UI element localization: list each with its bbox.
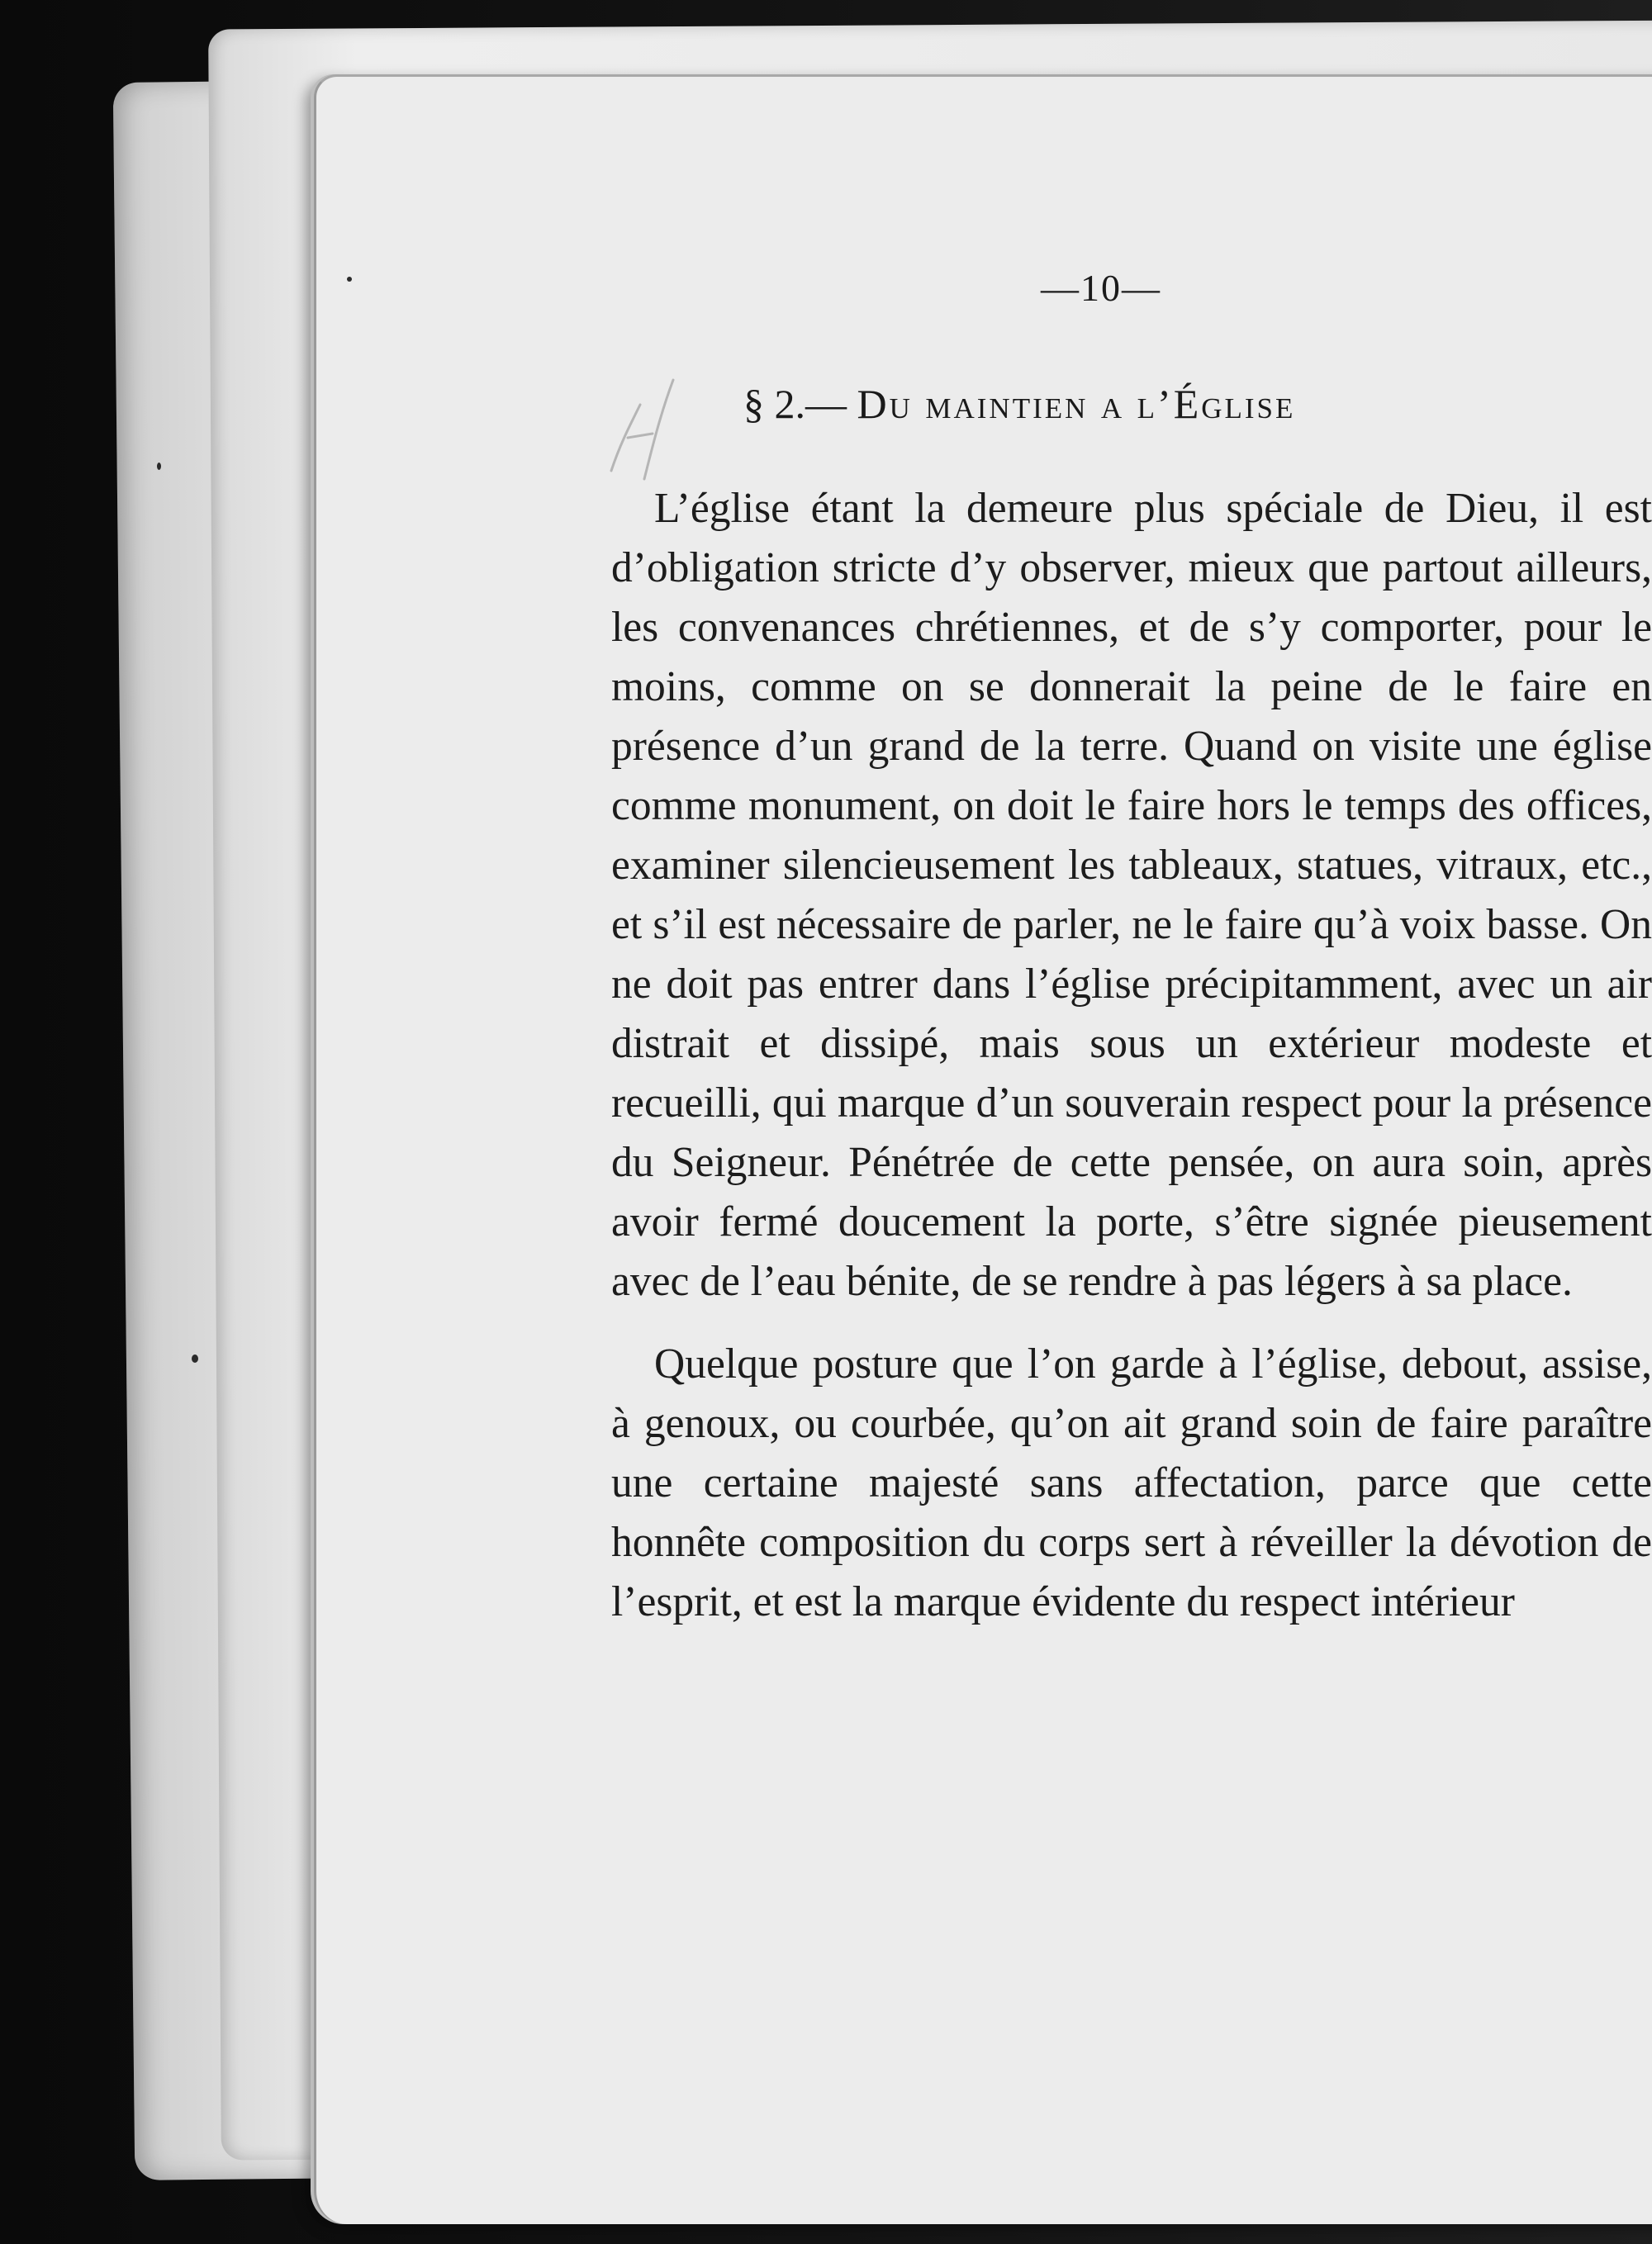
scan-speck	[157, 463, 161, 470]
paragraph-1: L’église étant la demeure plus spéciale de Dieu, il est d’obligation stricte d’y observer, mieux que partout ailleurs, les convenances chrétiennes, et de s’y comporter, pour le moins, comme on se donnerait la peine de le faire en présence d’un grand de la terre. Quand on visite une église comme monument, on doit le faire hors le temps des offices, examiner silencieusement les tableaux, statues, vitraux, etc., et s’il est nécessaire de parler, ne le faire qu’à voix basse. On ne doit pas entrer dans l’église précipitamment, avec un air distrait et dissipé, mais sous un extérieur modeste et recueilli, qui marque d’un souverain respect pour la présence du Seigneur. Pénétrée de cette pensée, on aura soin, après avoir fermé doucement la porte, s’être signée pieusement avec de l’eau bénite, de se rendre à pas légers à sa place.	[611, 485, 1652, 1305]
scan-speck	[347, 277, 352, 282]
scan-speck	[192, 1354, 198, 1363]
pencil-mark	[595, 355, 694, 487]
section-title: Du maintien a l’Église	[857, 381, 1296, 427]
section-heading	[743, 380, 1295, 428]
paragraph-2: Quelque posture que l’on garde à l’église, debout, assise, à genoux, ou courbée, qu’on ait grand soin de faire paraître une certaine majesté sans affectation, parce que cette honnête composition du corps sert à réveiller la dévotion de l’esprit, et est la marque évidente du respect intérieur	[611, 1340, 1652, 1625]
body-text	[611, 479, 1652, 1632]
section-prefix: § 2.—	[743, 381, 857, 427]
page-number: —10—	[1041, 267, 1161, 309]
